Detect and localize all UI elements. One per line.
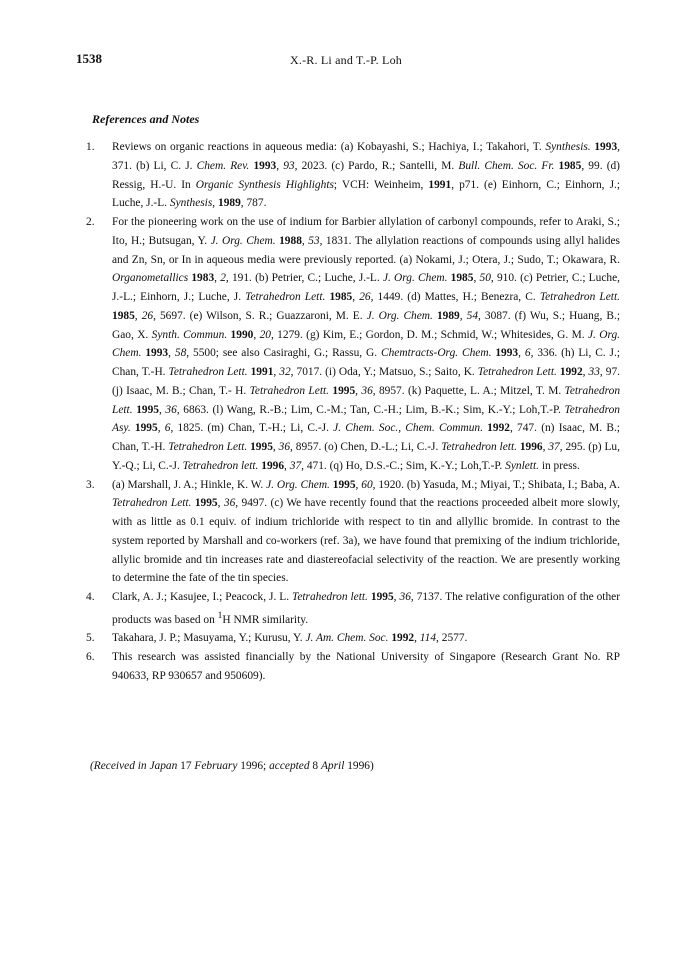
text-segment: , 8957. (o) Chen, D.-L.; Li, C.-J.	[290, 441, 442, 453]
reference-text	[112, 632, 467, 644]
text-segment: Tetrahedron lett.	[441, 441, 517, 453]
text-segment: 1	[217, 610, 223, 621]
text-segment: , 1449. (d) Mattes, H.; Benezra, C.	[370, 291, 540, 303]
text-segment: 1993	[594, 141, 618, 153]
reference-text	[112, 479, 620, 585]
text-segment: ,	[217, 497, 224, 510]
reference-item	[86, 476, 620, 589]
text-segment: Synthesis.	[545, 141, 591, 153]
text-segment: 37	[548, 441, 560, 453]
text-segment: Tetrahedron Lett.	[112, 384, 621, 416]
reference-text	[112, 141, 620, 209]
text-segment: 1993	[253, 159, 277, 172]
reference-item	[86, 648, 620, 686]
text-segment: ,	[459, 309, 467, 322]
text-segment: , 97. (j) Isaac, M. B.; Chan, T.- H.	[112, 366, 620, 397]
reference-item	[86, 588, 620, 629]
reference-number: 1.	[86, 141, 95, 153]
text-segment: Reviews on organic reactions in aqueous media: (a) Kobayashi, S.; Hachiya, I.; Takahori, T.	[112, 141, 546, 153]
text-segment: 1995	[332, 384, 356, 397]
text-segment: , 371. (b) Li, C. J.	[112, 141, 620, 172]
text-segment: 1996;	[237, 760, 270, 772]
text-segment: , 7017. (i) Oda, Y.; Matsuo, S.; Saito, K.	[290, 366, 478, 378]
text-segment: 1985	[112, 309, 135, 322]
text-segment: 1995	[250, 441, 273, 453]
text-segment: Tetrahedron Lett.	[168, 441, 248, 453]
text-segment: accepted	[269, 760, 310, 772]
reference-text	[112, 651, 620, 682]
text-segment: February	[194, 760, 238, 772]
text-segment: Tetrahedron Lett.	[477, 366, 557, 378]
text-segment: ,	[393, 591, 400, 603]
text-segment: 54	[466, 309, 479, 322]
text-segment: , 5697. (e) Wilson, S. R.; Guazzaroni, M. E.	[153, 309, 367, 322]
text-segment: 20	[259, 328, 271, 341]
text-segment: ,	[473, 272, 480, 285]
text-segment: Chem. Rev.	[196, 159, 250, 172]
text-segment: 1995	[134, 422, 158, 435]
reference-item	[86, 138, 620, 213]
text-segment: Organic Synthesis Highlights	[195, 178, 334, 191]
text-segment: 93	[283, 159, 295, 172]
text-segment: 1989	[436, 309, 460, 322]
page-number: 1538	[76, 51, 102, 66]
text-segment: 1992	[391, 632, 415, 645]
text-segment: , 6863. (l) Wang, R.-B.; Lim, C.-M.; Tan, C.-H.; Lim, B.-K.; Sim, K.-Y.; Loh,T.-P.	[176, 403, 565, 416]
reference-number: 6.	[86, 651, 95, 664]
text-segment: 8	[309, 760, 321, 772]
text-segment: 1995	[332, 478, 356, 491]
text-segment: , 1831. The allylation reactions of compounds using allyl halides and Zn, Sn, or In in aqueous media were previously reported. (a) Nokami, J.; Otera, J.; Sudo, T.; Okawara, R.	[112, 234, 620, 266]
reference-number: 2.	[86, 216, 95, 228]
text-segment: 1993	[495, 347, 519, 360]
text-segment: ,	[157, 422, 165, 435]
text-segment: 6	[524, 347, 531, 360]
text-segment: J. Org. Chem.	[112, 328, 621, 360]
text-segment: 36	[165, 403, 177, 416]
text-segment: , 2577.	[436, 632, 468, 645]
text-segment: 1989	[218, 197, 241, 210]
text-segment: Clark, A. J.; Kasujee, I.; Peacock, J. L.	[112, 591, 293, 603]
text-segment: J. Org. Chem.	[210, 234, 276, 247]
text-segment: , 1825. (m) Chan, T.-H.; Li, C.-J.	[170, 422, 334, 435]
text-segment: ,	[414, 632, 420, 645]
text-segment: , 3087. (f) Wu, S.; Huang, B.; Gao, X.	[112, 309, 620, 341]
text-segment: ,	[212, 197, 218, 210]
text-segment: 1993	[145, 347, 169, 360]
text-segment: J. Am. Chem. Soc.	[305, 632, 389, 645]
text-segment: J. Org. Chem.	[366, 309, 433, 322]
text-segment: 1992	[487, 422, 510, 435]
text-segment: ,	[272, 441, 279, 453]
text-segment: Tetrahedron Lett.	[539, 291, 620, 303]
text-segment: 50	[479, 272, 491, 285]
text-segment: J. Chem. Soc., Chem. Commun.	[333, 422, 483, 435]
text-segment: ,	[134, 309, 142, 322]
reference-number: 3.	[86, 478, 95, 491]
text-segment: , 1920. (b) Yasuda, M.; Miyai, T.; Shibata, I.; Baba, A.	[372, 478, 620, 491]
text-segment: 1990	[230, 328, 254, 341]
text-segment: 60	[361, 478, 373, 491]
text-segment: 1985	[558, 159, 582, 172]
text-segment: 1995	[136, 403, 159, 416]
text-segment: 1985	[329, 291, 353, 303]
text-segment: ,	[301, 234, 309, 247]
text-segment: Chemtracts-Org. Chem.	[381, 347, 492, 360]
text-segment: , 2023. (c) Pardo, R.; Santelli, M.	[294, 159, 459, 172]
text-segment: ,	[214, 272, 221, 285]
text-segment: H NMR similarity.	[222, 613, 309, 626]
text-segment: Tetrahedron Lett.	[168, 366, 248, 378]
text-segment: , 471. (q) Ho, D.S.-C.; Sim, K.-Y.; Loh,T.-P.	[301, 459, 506, 472]
text-segment: Synthesis	[169, 197, 213, 210]
text-segment: 36	[223, 497, 236, 510]
text-segment: 58	[174, 347, 187, 360]
text-segment: J. Org. Chem.	[266, 478, 330, 491]
text-segment: , 295. (p) Lu, Y.-Q.; Li, C.-J.	[112, 441, 620, 472]
text-segment: ; VCH: Weinheim,	[333, 178, 429, 191]
text-segment: , 1279. (g) Kim, E.; Gordon, D. M.; Schmid, W.; Whitesides, G. M.	[270, 328, 588, 341]
text-segment: 1985	[450, 272, 474, 285]
text-segment: 26	[359, 291, 371, 303]
text-segment: 1988	[279, 234, 302, 247]
received-note	[90, 760, 374, 772]
text-segment: (a) Marshall, J. A.; Hinkle, K. W.	[112, 478, 267, 491]
text-segment: ,	[518, 347, 525, 360]
text-segment: For the pioneering work on the use of indium for Barbier allylation of carbonyl compounds, refer to Araki, S.; Ito, H.; Butsugan, Y.	[112, 216, 620, 247]
text-segment: , 191. (b) Petrier, C.; Luche, J.-L.	[225, 272, 383, 285]
text-segment: 1995	[370, 591, 394, 603]
text-segment: 114	[419, 632, 437, 645]
text-segment: Takahara, J. P.; Masuyama, Y.; Kurusu, Y.	[112, 632, 306, 645]
reference-item	[86, 213, 620, 476]
text-segment: , 8957. (k) Paquette, L. A.; Mitzel, T. M.	[372, 384, 565, 397]
text-segment: 17	[177, 760, 195, 772]
text-segment: , 787.	[240, 197, 267, 210]
text-segment: April	[320, 760, 345, 772]
text-segment: 36	[278, 441, 291, 453]
running-head: X.-R. Li and T.-P. Loh	[290, 53, 402, 67]
text-segment: Organometallics	[112, 272, 189, 285]
text-segment: Tetrahedron Asy.	[112, 403, 620, 435]
text-segment: 26	[141, 309, 154, 322]
text-segment: , 99. (d) Ressig, H.-U. In	[112, 159, 620, 191]
text-segment: 1996	[261, 459, 285, 472]
text-segment: Synlett.	[505, 459, 539, 472]
text-segment: 1991	[428, 178, 452, 191]
text-segment: Tetrahedron Lett.	[112, 497, 192, 510]
text-segment: ,	[253, 328, 260, 341]
text-segment: Tetrahedron lett.	[292, 591, 368, 603]
text-segment: , 9497. (c) We have recently found that the reactions proceeded albeit more slowly, with as little as 0.1 equiv. of indium trichloride with respect to tin and allyllic bromide. In contrast to the system reported by Marshall and co-workers (ref. 3a), we have found that premixing of the indium trichloride, allylic bromide and tin increases rate and diastereofacial selectivity of the reaction. We are presently working to determine the fate of the tin species.	[112, 497, 620, 585]
text-segment: Synth. Commun.	[151, 328, 228, 341]
text-segment: 1996)	[344, 760, 374, 772]
text-segment: 1991	[250, 366, 274, 378]
text-segment: in press.	[538, 459, 580, 472]
text-segment: 1996	[519, 441, 543, 453]
text-segment: ,	[355, 384, 362, 397]
text-segment: J. Org. Chem.	[382, 272, 448, 285]
text-segment: , 5500; see also Casiraghi, G.; Rassu, G.	[186, 347, 382, 360]
text-segment: 1992	[559, 366, 583, 378]
text-segment: ,	[284, 459, 290, 472]
text-segment: 1995	[194, 497, 218, 510]
text-segment: , 336. (h) Li, C. J.; Chan, T.-H.	[112, 347, 620, 378]
text-segment: ,	[276, 159, 284, 172]
text-segment: 36	[361, 384, 373, 397]
text-segment: 32	[279, 366, 291, 378]
reference-number: 5.	[86, 632, 95, 645]
text-segment: This research was assisted financially by the National University of Singapore (Research Grant No. RP 940633, RP 930657 and 950609).	[112, 651, 620, 682]
text-segment: (Received in Japan	[90, 760, 178, 772]
text-segment: Bull. Chem. Soc. Fr.	[458, 159, 555, 172]
text-segment: ,	[355, 478, 362, 491]
text-segment: ,	[352, 291, 360, 303]
text-segment: ,	[582, 366, 589, 378]
text-segment: ,	[158, 403, 166, 416]
text-segment: Tetrahedron lett.	[182, 459, 259, 472]
text-segment: 6	[164, 422, 171, 435]
reference-text	[112, 216, 620, 472]
text-segment: , 910. (c) Petrier, C.; Luche, J.-L.; Einhorn, J.; Luche, J.	[112, 272, 620, 303]
text-segment: ,	[542, 441, 549, 453]
text-segment: 1983	[191, 272, 215, 285]
text-segment: 53	[308, 234, 320, 247]
text-segment: 37	[289, 459, 302, 472]
references-list	[86, 138, 620, 686]
reference-item	[86, 629, 620, 648]
text-segment: , 7137. The relative configuration of the other products was based on	[112, 591, 620, 626]
text-segment: 36	[399, 591, 411, 603]
text-segment: , p71. (e) Einhorn, C.; Einhorn, J.; Luche, J.-L.	[112, 178, 621, 210]
text-segment: Tetrahedron Lett.	[245, 291, 326, 303]
text-segment: , 747. (n) Isaac, M. B.; Chan, T.-H.	[112, 422, 620, 453]
text-segment: 33	[588, 366, 600, 378]
reference-text	[112, 591, 620, 626]
text-segment: 2	[220, 272, 226, 285]
text-segment: ,	[273, 366, 280, 378]
references-heading: References and Notes	[92, 112, 200, 126]
text-segment: ,	[168, 347, 175, 360]
reference-number: 4.	[86, 591, 95, 603]
text-segment: Tetrahedron Lett.	[249, 384, 330, 397]
